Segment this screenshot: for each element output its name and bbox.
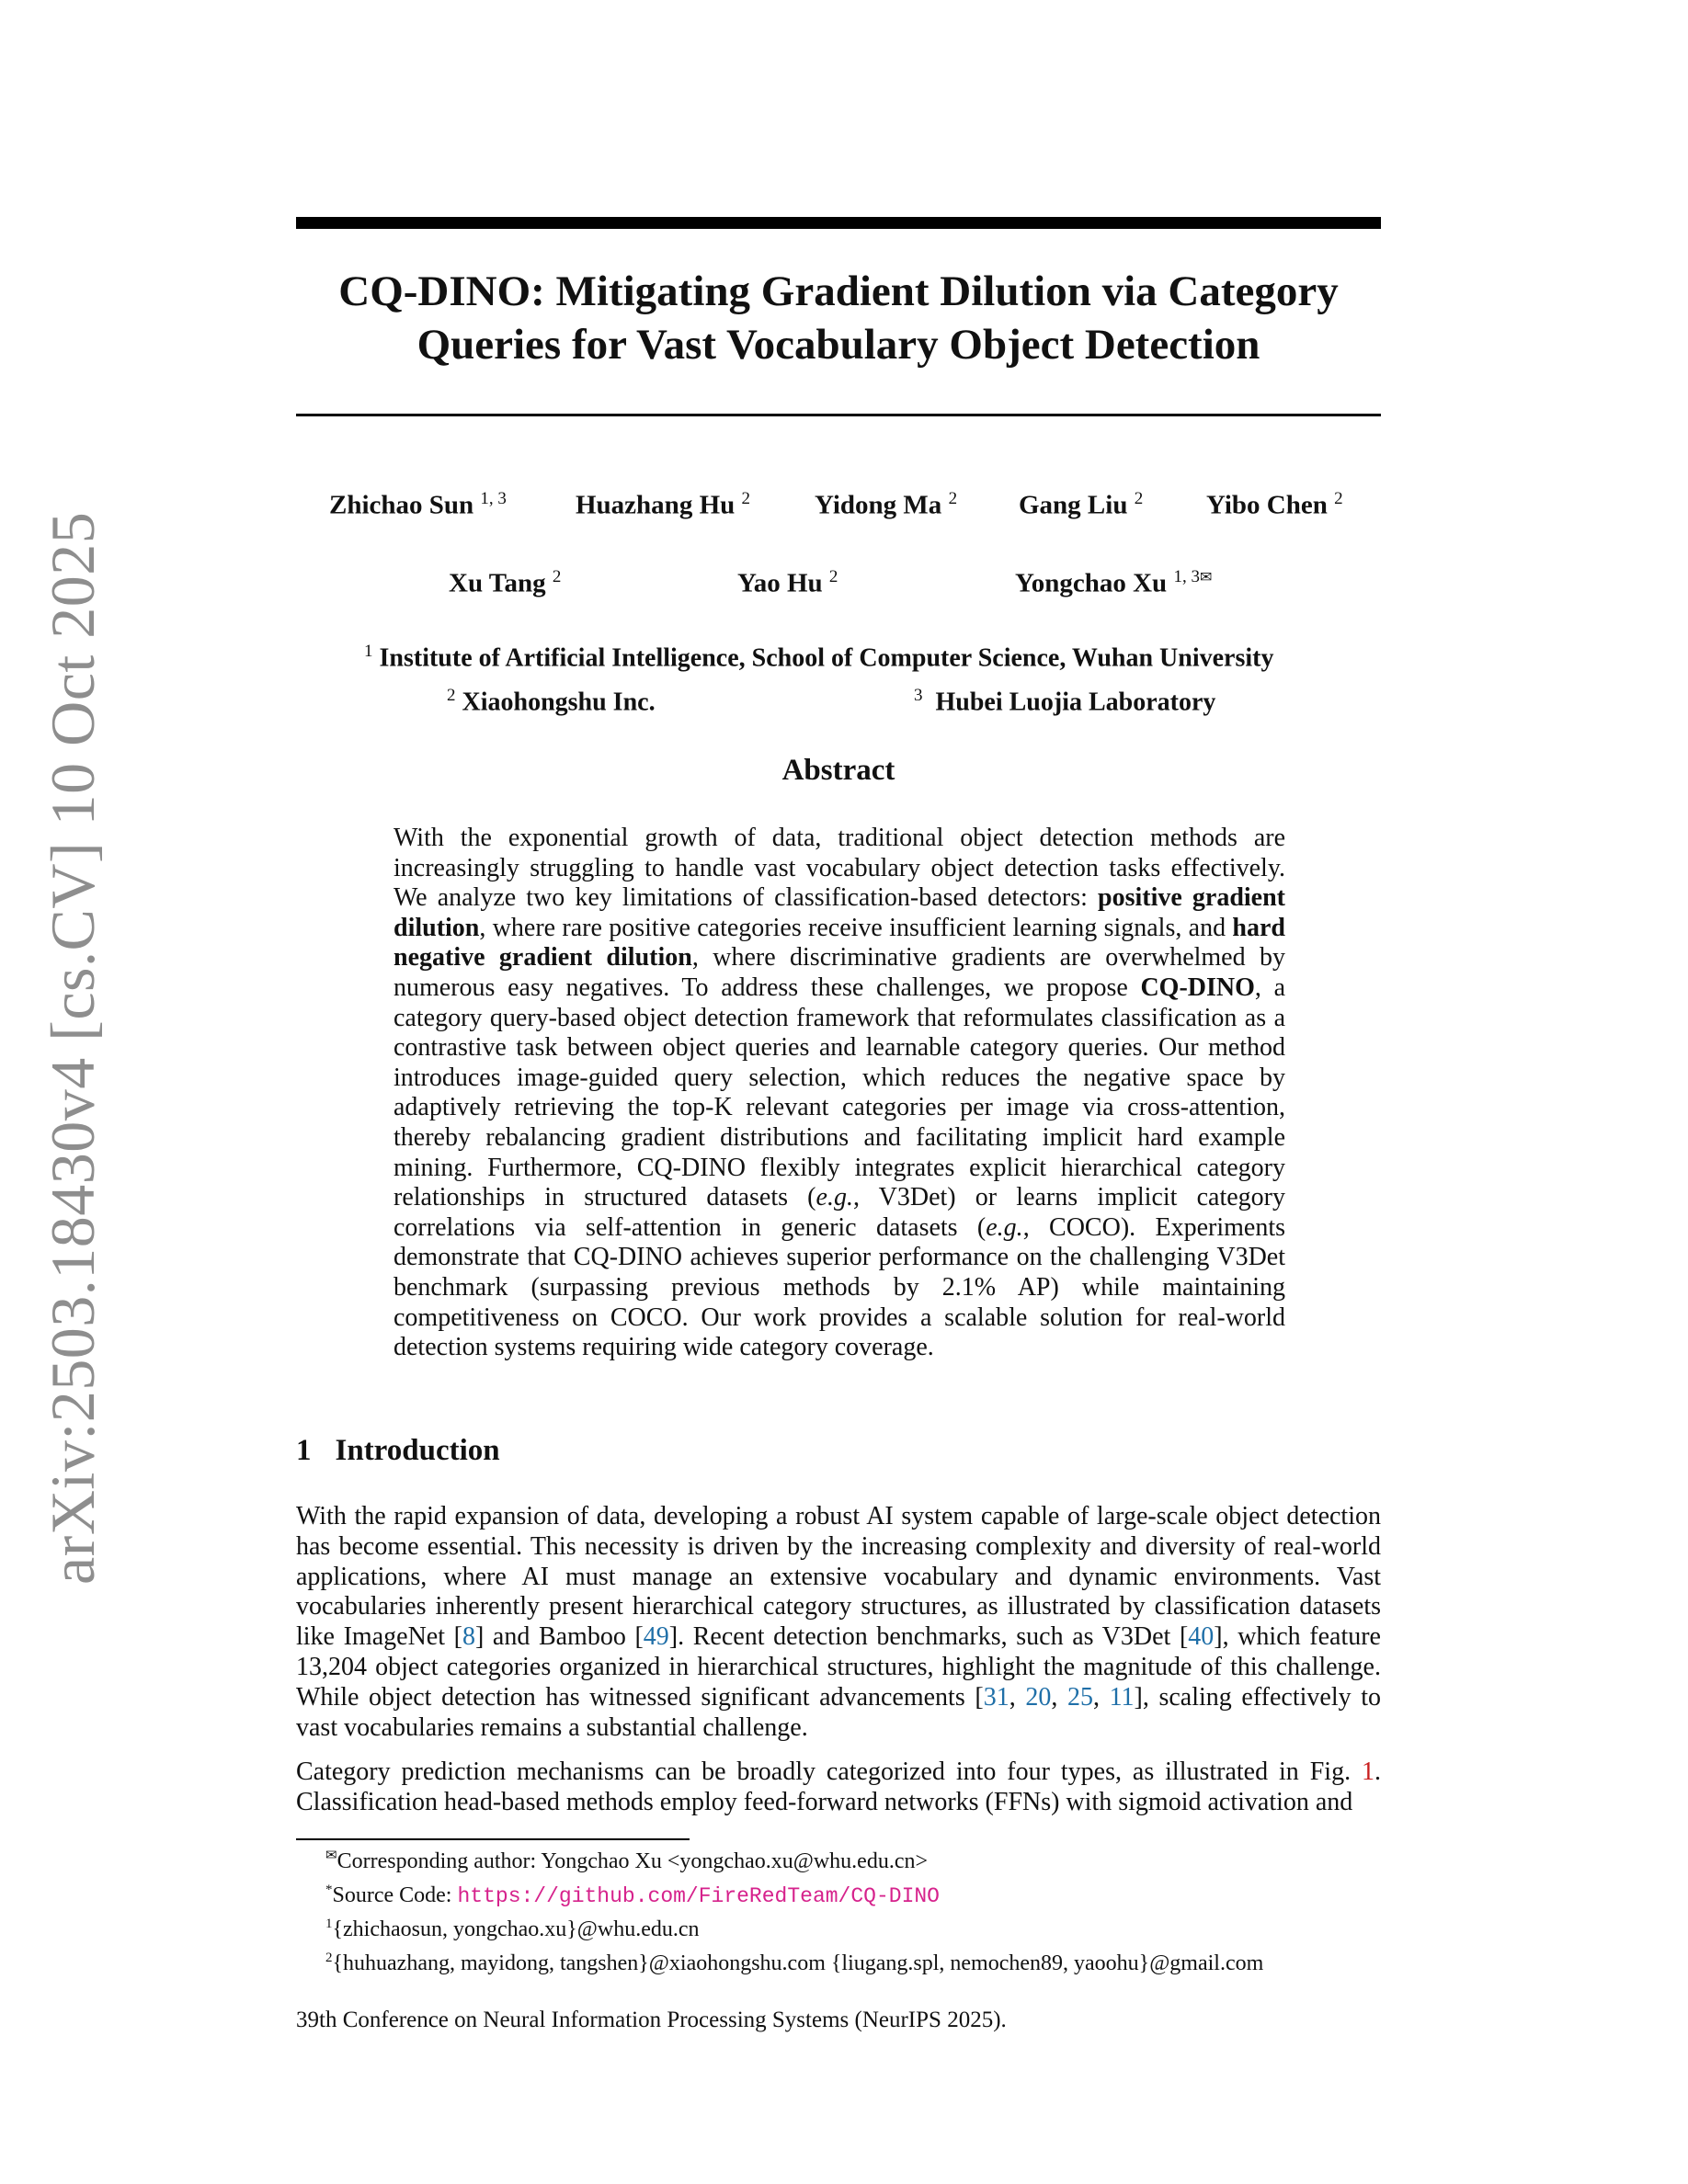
footnote-divider bbox=[296, 1838, 690, 1840]
citation-link[interactable]: 20 bbox=[1025, 1682, 1052, 1712]
affiliation-3: $^3$ Hubei Luojia Laboratory bbox=[914, 686, 1216, 717]
author-gang-liu: Gang Liu $^2$ bbox=[1019, 489, 1144, 520]
footnote-corresponding-author: ✉Corresponding author: Yongchao Xu <yongchao.xu@whu.edu.cn> bbox=[325, 1848, 928, 1873]
arxiv-identifier-stamp: arXiv:2503.18430v4 [cs.CV] 10 Oct 2025 bbox=[38, 511, 108, 1585]
affiliation-2: $^2$ Xiaohongshu Inc. bbox=[447, 686, 656, 717]
author-yongchao-xu: Yongchao Xu $^{1, 3✉}$ bbox=[1015, 567, 1213, 598]
citation-link[interactable]: 8 bbox=[462, 1622, 475, 1652]
intro-paragraph-1: With the rapid expansion of data, developing a robust AI system capable of large-scale object detection has become essential. This necessity is driven by the increasing complexity and diversity of real-world applications, where AI must manage an extensive vocabulary and dynamic environments. Vast vocabularies inherently present hierarchical category structures, as illustrated by classification datasets like ImageNet [8] and Bamboo [49]. Recent detection benchmarks, such as V3Det [40], which feature 13,204 object categories organized in hierarchical structures, highlight the magnitude of this challenge. While object detection has witnessed significant advancements [31, 20, 25, 11], scaling effectively to vast vocabularies remains a substantial challenge. bbox=[296, 1502, 1382, 1742]
footnote-source-code: *Source Code: https://github.com/FireRedTeam/CQ-DINO bbox=[325, 1882, 940, 1908]
footnote-emails-1: $^1${zhichaosun, yongchao.xu}@whu.edu.cn bbox=[325, 1917, 700, 1941]
paper-title bbox=[296, 265, 1381, 371]
title-bottom-rule bbox=[296, 414, 1381, 416]
citation-link[interactable]: 40 bbox=[1188, 1622, 1215, 1652]
author-yao-hu: Yao Hu $^2$ bbox=[737, 567, 838, 598]
citation-link[interactable]: 25 bbox=[1066, 1682, 1093, 1712]
footnote-emails-2: $^2${huhuazhang, mayidong, tangshen}@xiaohongshu.com {liugang.spl, nemochen89, yaoohu}@gmail.com bbox=[325, 1950, 1264, 1975]
envelope-icon: ✉ bbox=[1199, 570, 1213, 586]
section-heading-introduction: 1 Introduction bbox=[296, 1434, 500, 1467]
title-line-1: CQ-DINO: Mitigating Gradient Dilution via Category bbox=[338, 267, 1339, 315]
affiliation-1: $^1$ Institute of Artificial Intelligence, School of Computer Science, Wuhan University bbox=[364, 642, 1274, 673]
author-yidong-ma: Yidong Ma $^2$ bbox=[815, 489, 958, 520]
footnotes bbox=[325, 1842, 1392, 1977]
author-zhichao-sun: Zhichao Sun $^{1, 3}$ bbox=[329, 489, 507, 520]
citation-link[interactable]: 11 bbox=[1109, 1682, 1135, 1712]
figure-reference-link[interactable]: 1 bbox=[1362, 1757, 1374, 1786]
citation-link[interactable]: 49 bbox=[643, 1622, 669, 1652]
abstract-text: With the exponential growth of data, traditional object detection methods are increasingly struggling to handle vast vocabulary object detection tasks effectively. We analyze two key limitations of classification-based detectors: positive gradient dilution, where rare positive categories receive insufficient learning signals, and hard negative gradient dilution, where discriminative gradients are overwhelmed by numerous easy negatives. To address these challenges, we propose CQ-DINO, a category query-based object detection framework that reformulates classification as a contrastive task between object queries and learnable category queries. Our method introduces image-guided query selection, which reduces the negative space by adaptively retrieving the top-K relevant categories per image via cross-attention, thereby rebalancing gradient distributions and facilitating implicit hard example mining. Furthermore, CQ-DINO flexibly integrates explicit hierarchical category relationships in structured datasets (e.g., V3Det) or learns implicit category correlations via self-attention in generic datasets (e.g., COCO). Experiments demonstrate that CQ-DINO achieves superior performance on the challenging V3Det benchmark (surpassing previous methods by 2.1% AP) while maintaining competitiveness on COCO. Our work provides a scalable solution for real-world detection systems requiring wide category coverage. bbox=[393, 824, 1286, 1362]
intro-paragraph-2: Category prediction mechanisms can be broadly categorized into four types, as illustrated in Fig. 1. Classification head-based methods employ feed-forward networks (FFNs) with sigmoid activation and bbox=[296, 1757, 1381, 1816]
envelope-icon: ✉ bbox=[325, 1848, 337, 1863]
title-top-rule bbox=[296, 217, 1381, 229]
author-yibo-chen: Yibo Chen $^2$ bbox=[1206, 489, 1343, 520]
author-huazhang-hu: Huazhang Hu $^2$ bbox=[576, 489, 750, 520]
citation-link[interactable]: 31 bbox=[983, 1682, 1009, 1712]
author-xu-tang: Xu Tang $^2$ bbox=[449, 567, 562, 598]
conference-note: 39th Conference on Neural Information Processing Systems (NeurIPS 2025). bbox=[296, 2008, 1007, 2032]
source-code-link[interactable]: https://github.com/FireRedTeam/CQ-DINO bbox=[457, 1883, 940, 1908]
title-line-2: Queries for Vast Vocabulary Object Detection bbox=[416, 321, 1260, 369]
abstract-heading: Abstract bbox=[781, 754, 895, 787]
